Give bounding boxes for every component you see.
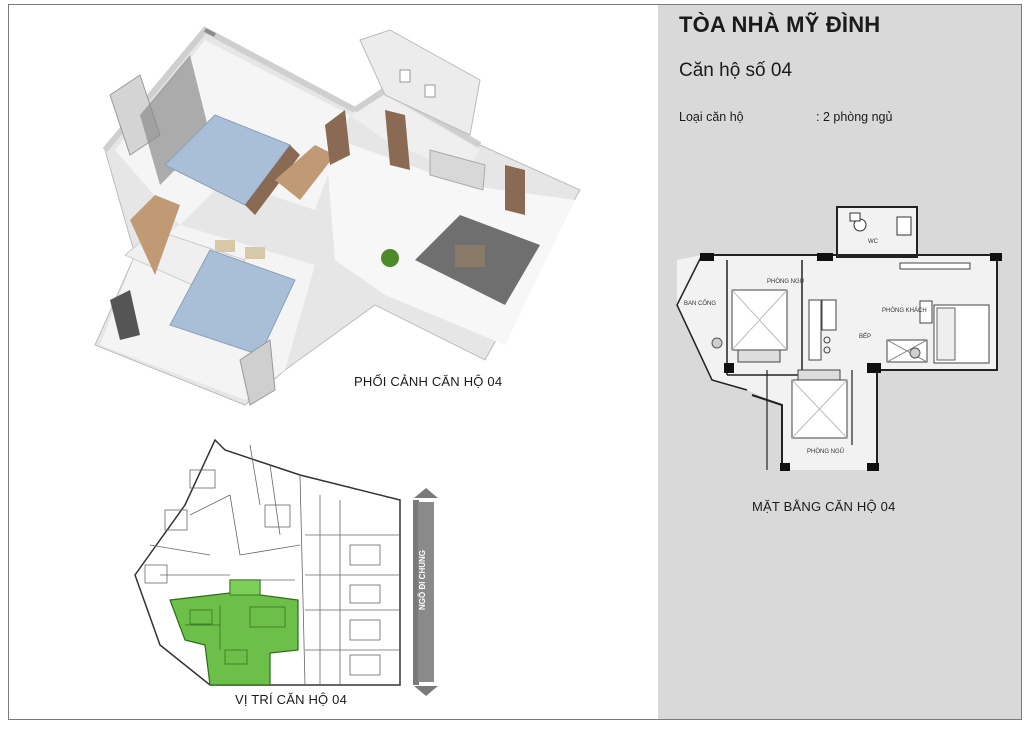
perspective-render <box>85 15 605 420</box>
building-title: TÒA NHÀ MỸ ĐÌNH <box>679 12 881 37</box>
site-plan <box>130 435 420 690</box>
floor-plan <box>672 205 1012 475</box>
label-living: PHÒNG KHÁCH <box>882 308 927 314</box>
location-caption: VỊ TRÍ CĂN HỘ 04 <box>235 692 348 707</box>
apartment-type-value: : 2 phòng ngủ <box>816 110 893 124</box>
label-wc: WC <box>868 239 878 245</box>
floorplan-caption: MẶT BẰNG CĂN HỘ 04 <box>752 499 896 514</box>
perspective-caption: PHỐI CẢNH CĂN HỘ 04 <box>354 374 503 389</box>
label-bedroom-top: PHÒNG NGỦ <box>767 279 805 285</box>
label-bedroom-bottom: PHÒNG NGỦ <box>807 449 845 455</box>
street-label <box>418 594 427 610</box>
label-balcony: BAN CÔNG <box>684 301 717 307</box>
apartment-type-label: Loại căn hộ <box>679 110 744 124</box>
label-kitchen: BẾP <box>859 334 872 340</box>
apartment-number: Căn hộ số 04 <box>679 60 793 81</box>
